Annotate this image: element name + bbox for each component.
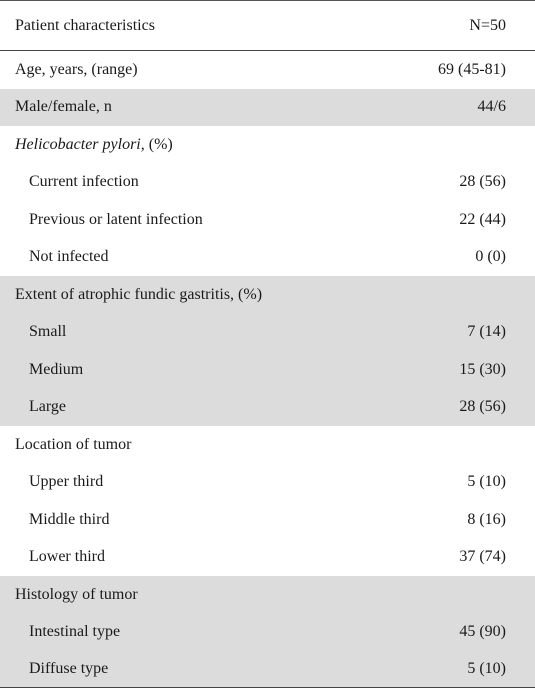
row-label: Previous or latent infection <box>29 210 203 228</box>
table-row <box>0 501 535 539</box>
row-label: Intestinal type <box>29 623 121 641</box>
row-label: Lower third <box>29 548 105 566</box>
table-row <box>0 89 535 127</box>
row-value: 8 (16) <box>467 510 506 528</box>
table-row <box>0 126 535 164</box>
table-row <box>0 426 535 464</box>
row-label: Large <box>29 398 67 416</box>
row-value: 69 (45-81) <box>438 60 506 78</box>
row-value: 7 (14) <box>467 323 506 341</box>
row-value: 0 (0) <box>475 248 506 266</box>
table-row <box>0 164 535 202</box>
row-value: 5 (10) <box>467 473 506 491</box>
table-header <box>0 1 535 50</box>
row-label: Age, years, (range) <box>15 60 138 78</box>
table-row <box>0 576 535 614</box>
table-row <box>0 201 535 239</box>
row-value: 45 (90) <box>459 623 506 641</box>
row-value: 28 (56) <box>459 173 506 191</box>
table-row <box>0 389 535 427</box>
row-value: 5 (10) <box>467 660 506 677</box>
row-label: Middle third <box>29 510 110 528</box>
row-label: Histology of tumor <box>15 585 138 603</box>
row-label: Upper third <box>29 473 104 491</box>
row-label: Diffuse type <box>29 660 109 677</box>
table-row <box>0 51 535 89</box>
table-row <box>0 614 535 652</box>
row-label-italic: Helicobacter pylori, <box>15 135 145 153</box>
row-value: 15 (30) <box>459 360 506 378</box>
row-value: 44/6 <box>477 98 506 116</box>
row-value: 22 (44) <box>459 210 506 228</box>
table-row <box>0 651 535 687</box>
header-label: Patient characteristics <box>15 16 155 34</box>
table-row <box>0 351 535 389</box>
table-row <box>0 539 535 577</box>
row-value: 37 (74) <box>459 548 506 566</box>
row-label: Extent of atrophic fundic gastritis, (%) <box>15 285 263 303</box>
row-label: Male/female, n <box>15 98 112 116</box>
row-label <box>15 126 173 164</box>
table-row <box>0 239 535 277</box>
row-label: Medium <box>29 360 84 378</box>
row-label: Current infection <box>29 173 139 191</box>
row-label: Small <box>29 323 67 341</box>
table-row <box>0 314 535 352</box>
bottom-rule <box>0 687 535 688</box>
row-label-rest: (%) <box>144 135 173 153</box>
table-row <box>0 464 535 502</box>
row-label: Location of tumor <box>15 435 132 453</box>
row-label: Not infected <box>29 248 109 266</box>
header-value: N=50 <box>469 16 506 34</box>
row-value: 28 (56) <box>459 398 506 416</box>
table-row <box>0 276 535 314</box>
